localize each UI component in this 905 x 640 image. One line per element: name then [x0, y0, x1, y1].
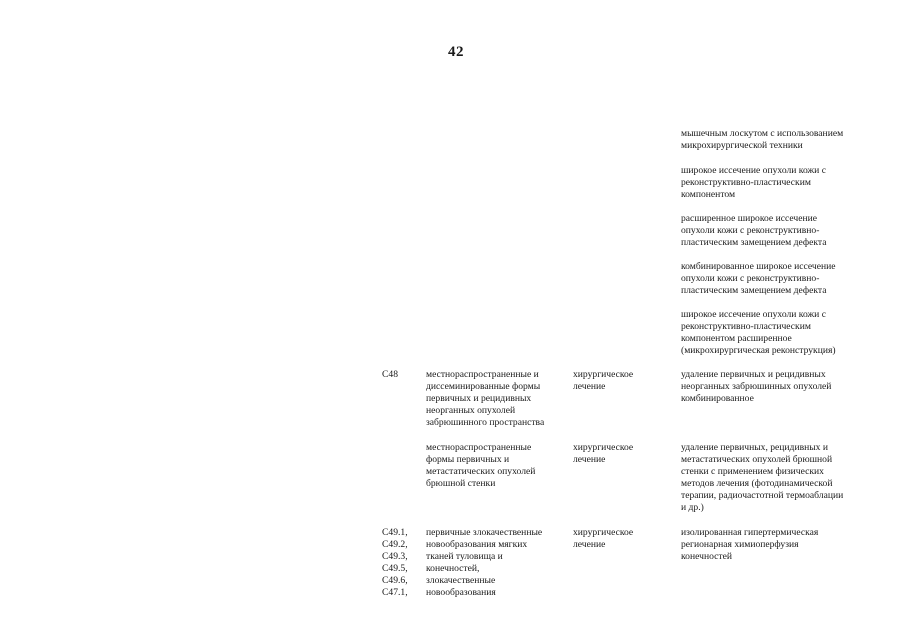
icd-code: C49.1, C49.2, C49.3, C49.5, C49.6, C47.1,: [382, 527, 408, 598]
page-number: 42: [448, 44, 464, 60]
method-text: мышечным лоскутом с использованием микрохирургической техники: [681, 128, 844, 151]
treatment-type: хирургическое лечение: [573, 369, 634, 392]
diagnosis-text: первичные злокачественные новообразования мягких тканей туловища и конечностей, злокачественные новообразования: [426, 527, 543, 598]
method-text: широкое иссечение опухоли кожи с реконструктивно-пластическим компонентом: [681, 165, 826, 200]
method-text: удаление первичных и рецидивных неорганных забрюшинных опухолей комбинированное: [681, 369, 832, 404]
treatment-type: хирургическое лечение: [573, 442, 634, 465]
treatment-type: хирургическое лечение: [573, 527, 634, 550]
diagnosis-text: местнораспространенные и диссеминированные формы первичных и рецидивных неорганных опухолей забрюшинного пространства: [426, 369, 545, 428]
method-text: комбинированное широкое иссечение опухоли кожи с реконструктивно- пластическим замещением дефекта: [681, 261, 836, 296]
method-text: удаление первичных, рецидивных и метастатических опухолей брюшной стенки с применением физических методов лечения (фотодинамической терапии, радиочастотной термоаблации и др.): [681, 442, 844, 513]
method-text: изолированная гипертермическая регионарная химиоперфузия конечностей: [681, 527, 819, 562]
method-text: расширенное широкое иссечение опухоли кожи с реконструктивно- пластическим замещением дефекта: [681, 213, 827, 248]
diagnosis-text: местнораспространенные формы первичных и метастатических опухолей брюшной стенки: [426, 442, 536, 489]
icd-code: C48: [382, 369, 398, 380]
method-text: широкое иссечение опухоли кожи с реконструктивно-пластическим компонентом расширенное (микрохирургическая реконструкция): [681, 309, 836, 356]
